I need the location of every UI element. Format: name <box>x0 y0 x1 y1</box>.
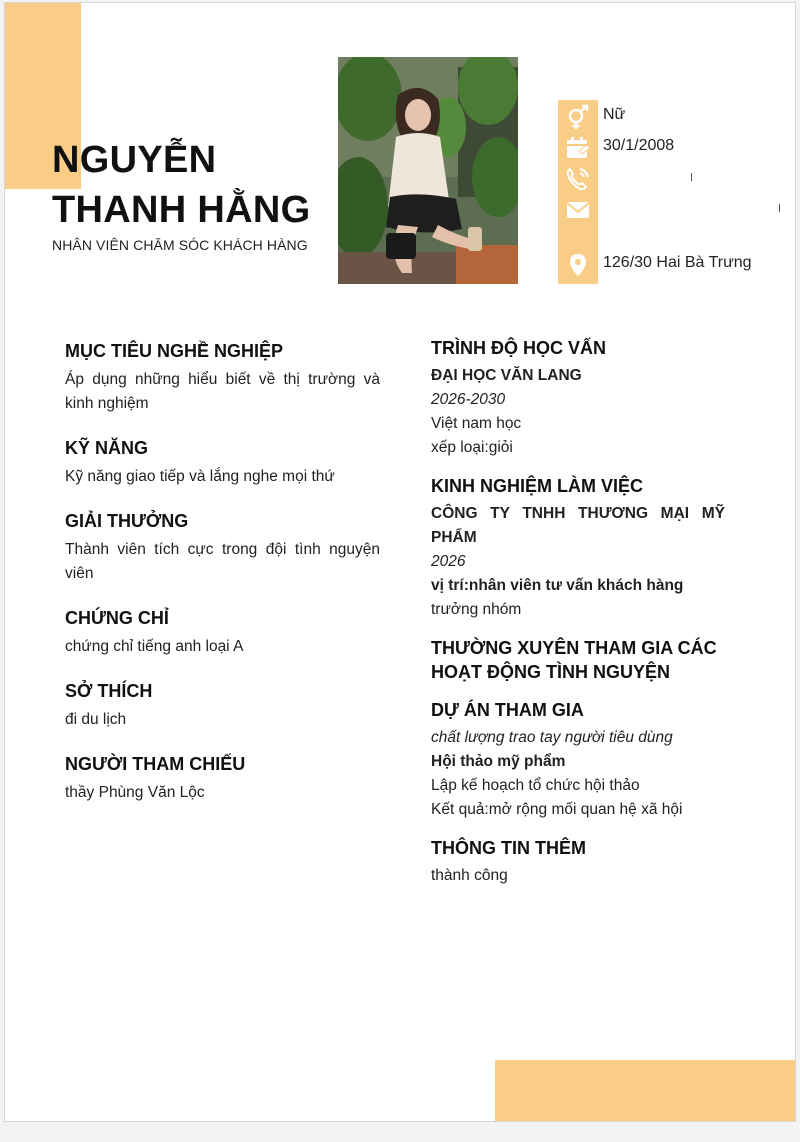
profile-photo <box>338 57 518 284</box>
education-title: TRÌNH ĐỘ HỌC VẤN <box>431 338 606 358</box>
experience-section <box>431 474 725 622</box>
extra-title: THÔNG TIN THÊM <box>431 838 586 858</box>
left-column <box>65 339 380 825</box>
education-school: ĐẠI HỌC VĂN LANG <box>431 367 582 384</box>
right-column <box>431 336 725 902</box>
volunteer-title: THƯỜNG XUYÊN THAM GIA CÁC HOẠT ĐỘNG TÌNH NGUYỆN <box>431 638 717 682</box>
name-line-2: THANH HẰNG <box>52 189 311 231</box>
projects-section <box>431 698 725 822</box>
skills-section <box>65 436 380 489</box>
skills-title: KỸ NĂNG <box>65 438 149 458</box>
address-value: 126/30 Hai Bà Trưng <box>603 254 752 271</box>
certificates-title: CHỨNG CHỈ <box>65 608 169 628</box>
projects-result: Kết quả:mở rộng mối quan hệ xã hội <box>431 801 683 818</box>
extra-text: thành công <box>431 867 508 884</box>
full-name <box>52 135 342 235</box>
certificates-text: chứng chỉ tiếng anh loại A <box>65 638 244 655</box>
gender-icon <box>565 104 591 130</box>
hobbies-text: đi du lịch <box>65 711 127 728</box>
birthday-value: 30/1/2008 <box>603 137 675 154</box>
phone-icon <box>565 166 591 192</box>
decor-block-bottom-right <box>495 1060 796 1122</box>
projects-name: Hội thảo mỹ phẩm <box>431 753 566 770</box>
calendar-icon <box>565 135 591 161</box>
gender-value: Nữ <box>603 106 626 123</box>
references-section <box>65 752 380 805</box>
objective-section <box>65 339 380 416</box>
experience-title: KINH NGHIỆM LÀM VIỆC <box>431 476 644 496</box>
awards-title: GIẢI THƯỞNG <box>65 511 189 531</box>
certificates-section <box>65 606 380 659</box>
extra-section <box>431 836 725 888</box>
experience-company: CÔNG TY TNHH THƯƠNG MẠI MỸ PHẨM <box>431 505 725 546</box>
cv-page <box>4 2 796 1122</box>
skills-text: Kỹ năng giao tiếp và lắng nghe mọi thứ <box>65 468 335 485</box>
location-icon <box>565 252 591 278</box>
references-text: thầy Phùng Văn Lộc <box>65 784 205 801</box>
volunteer-section <box>431 636 725 684</box>
job-title: NHÂN VIÊN CHĂM SÓC KHÁCH HÀNG <box>52 237 308 253</box>
education-grade: xếp loại:giỏi <box>431 439 513 456</box>
references-title: NGƯỜI THAM CHIẾU <box>65 754 246 774</box>
awards-section <box>65 509 380 586</box>
objective-text: Áp dụng những hiểu biết về thị trường và kinh nghiệm <box>65 371 380 412</box>
objective-title: MỤC TIÊU NGHỀ NGHIỆP <box>65 341 284 361</box>
experience-position: vị trí:nhân viên tư vấn khách hàng <box>431 577 684 594</box>
awards-text: Thành viên tích cực trong đội tình nguyện viên <box>65 541 380 582</box>
name-line-1: NGUYỄN <box>52 139 217 181</box>
experience-year: 2026 <box>431 553 466 570</box>
phone-field-end <box>691 173 692 181</box>
projects-title: DỰ ÁN THAM GIA <box>431 700 584 720</box>
projects-task: Lập kế hoạch tổ chức hội thảo <box>431 777 640 794</box>
email-icon <box>565 197 591 223</box>
hobbies-title: SỞ THÍCH <box>65 681 153 701</box>
email-field-end <box>779 204 780 212</box>
education-years: 2026-2030 <box>431 391 506 408</box>
education-major: Việt nam học <box>431 415 522 432</box>
experience-role: trưởng nhóm <box>431 601 522 618</box>
projects-subtitle: chất lượng trao tay người tiêu dùng <box>431 729 673 746</box>
education-section <box>431 336 725 460</box>
hobbies-section <box>65 679 380 732</box>
